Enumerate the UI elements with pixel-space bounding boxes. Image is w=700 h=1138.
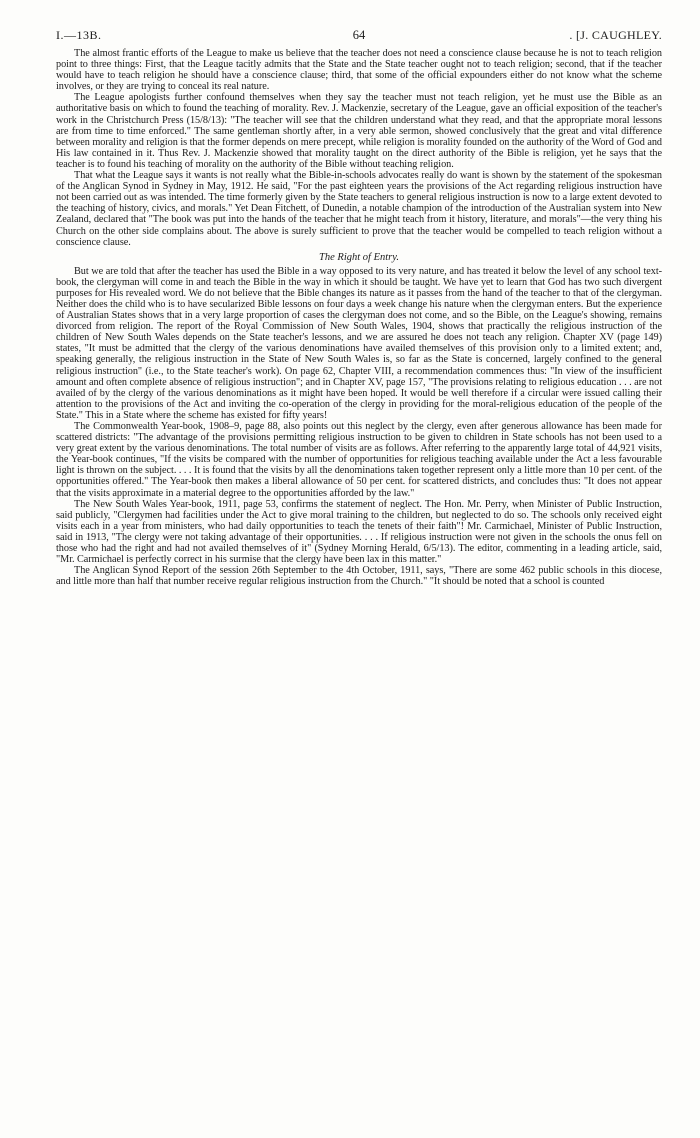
- paragraph: But we are told that after the teacher has used the Bible in a way opposed to its very nature, and has treated it below the level of any school text-book, the clergyman will come in and teach the Bible in the way in which it should be taught. We have yet to learn that God has two such divergent purposes for His revealed word. We do not believe that the Bible changes its nature as it passes from the hand of the teacher to that of the clergyman. Neither does the child who is to have secularized Bible lessons on four days a week change his nature when the clergyman enters. But the experience of Australian States shows that in a very large proportion of cases the clergyman does not come, and so the Bible, on the League's showing, remains divorced from religion. The report of the Royal Commission of New South Wales, 1904, shows that practically the religious instruction of the children of New South Wales depends on the State teacher's lessons, and we are assured he does not teach any religion. Chapter XV (page 149) states, "It must be admitted that the clergy of the various denominations have availed themselves of this provision only to a limited extent; and, speaking generally, the religious instruction in the State of New South Wales is, so far as the State is concerned, largely confined to the general religious instruction" (i.e., to the State teacher's work). On page 62, Chapter VIII, a recommendation commences thus: "In view of the insufficient amount and often complete absence of religious instruction"; and in Chapter XV, page 157, "The provisions relating to religious education . . . are not availed of by the clergy of the various denominations as it might have been hoped. It would be well therefore if a circular were issued calling their attention to the provisions of the Act and inviting the co-operation of the clergy in providing for the moral-religious education of the people of the State." This in a State where the scheme has existed for fifty years!: [56, 265, 662, 421]
- paragraph: The Commonwealth Year-book, 1908–9, page 88, also points out this neglect by the clergy, even after generous allowance has been made for scattered districts: "The advantage of the provisions permitting religious instruction to be given to children in State schools has not been used to a very great extent by the various denominations. The total number of visits are as follows. After referring to the apparently large total of 44,921 visits, the Year-book continues, "If the visits be compared with the number of opportunities for religious teaching available under the Act a less favourable light is thrown on the subject. . . . It is found that the visits by all the denominations taken together represent only a little more than 10 per cent. of the opportunities offered." The Year-book then makes a liberal allowance of 50 per cent. for scattered districts, and concludes thus: "It does not appear that the visits approximate in a material degree to the opportunities afforded by the law.": [56, 421, 662, 499]
- document-body: [56, 48, 662, 587]
- document-reference: I.—13B.: [56, 28, 102, 42]
- paragraph: The almost frantic efforts of the League to make us believe that the teacher does not need a conscience clause because he is not to teach religion point to three things: First, that the League tacitly admits that the State and the State teacher ought not to teach religion; second, that if the teacher would have to teach religion he should have a conscience clause; third, that some of the official expounders either do not know what the scheme involves, or they are trying to conceal its real nature.: [56, 48, 662, 93]
- author-name: . [J. CAUGHLEY.: [569, 28, 662, 42]
- paragraph: The League apologists further confound themselves when they say the teacher must not teach religion, yet he must use the Bible as an authoritative basis on which to found the teaching of morality. Rev. J. Mackenzie, secretary of the League, gave an official exposition of the teacher's work in the Christchurch Press (15/8/13): "The teacher will see that the children understand what they read, and that the appropriate moral lessons are from time to time enforced." The same gentleman shortly after, in a very able sermon, showed conclusively that the great and vital difference between morality and religion is that the former depends on mere precept, while religion is morality founded on the authority of the Word of God and His law contained in it. Thus Rev. J. Mackenzie showed that morality taught on the direct authority of the Bible is religion, yet he says that the teacher is to found his teaching of morality on the authority of the Bible without teaching religion.: [56, 92, 662, 170]
- page-header: [56, 22, 662, 44]
- page-number: 64: [352, 28, 366, 42]
- section-heading: The Right of Entry.: [319, 251, 399, 263]
- paragraph: The Anglican Synod Report of the session 26th September to the 4th October, 1911, says, "There are some 462 public schools in this diocese, and little more than half that number receive regular religious instruction from the Church." "It should be noted that a school is counted: [56, 565, 662, 588]
- paragraph: That what the League says it wants is not really what the Bible-in-schools advocates really do want is shown by the statement of the spokesman of the Anglican Synod in Sydney in May, 1912. He said, "For the past eighteen years the provisions of the Act regarding religious instruction have not been carried out as was intended. The time formerly given by the State teachers to general religious instruction is now to a large extent devoted to the teaching of history, civics, and morals." Yet Dean Fitchett, of Dunedin, a notable champion of the introduction of the Australian system into New Zealand, declared that "The book was put into the hands of the teacher that he might teach from it history, literature, and morals"—the very thing his Church on the other side complains about. The above is surely sufficient to prove that the teacher would be compelled to teach religion without a conscience clause.: [56, 170, 662, 248]
- paragraph: The New South Wales Year-book, 1911, page 53, confirms the statement of neglect. The Hon. Mr. Perry, when Minister of Public Instruction, said publicly, "Clergymen had facilities under the Act to give moral training to the children, but neglected to do so. The schools only received eight visits each in a year from ministers, who had daily opportunities to teach the tenets of their faith"! Mr. Carmichael, Minister of Public Instruction, said in 1913, "The clergy were not taking advantage of their opportunities. . . . If religious instruction were not given in the schools the onus fell on those who had the right and had not availed themselves of it" (Sydney Morning Herald, 6/5/13). The editor, commenting in a leading article, said, "Mr. Carmichael is perfectly correct in his surmise that the clergy have been lax in this matter.": [56, 498, 662, 566]
